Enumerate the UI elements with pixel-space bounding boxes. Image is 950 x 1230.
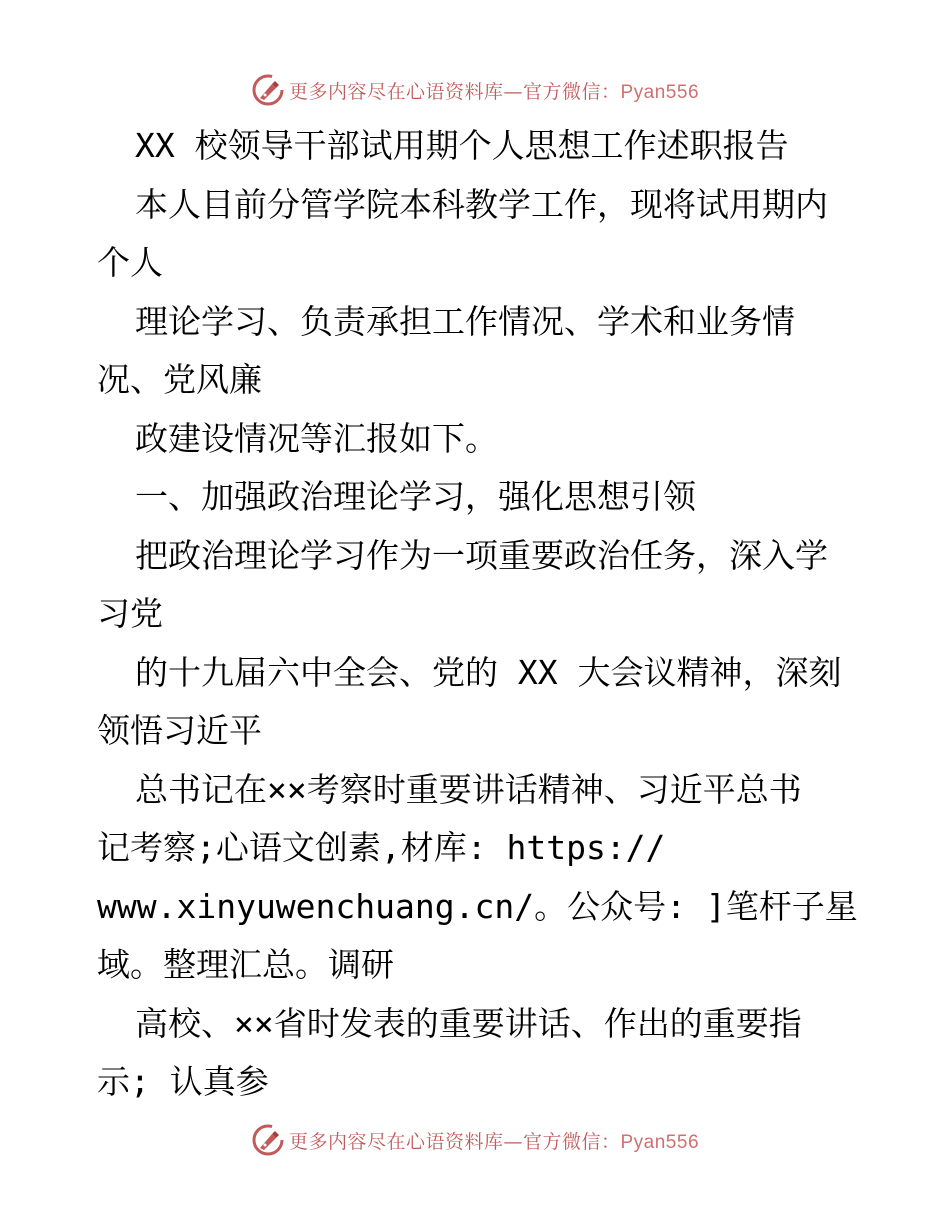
- paragraph-line: 的十九届六中全会、党的 XX 大会议精神，深刻: [135, 652, 842, 692]
- paragraph-line: 域。整理汇总。调研: [97, 945, 394, 984]
- footer-watermark-banner: [0, 1120, 950, 1160]
- paragraph-line: 把政治理论学习作为一项重要政治任务，深入学: [135, 535, 828, 575]
- paragraph-line: 领悟习近平: [97, 711, 262, 750]
- paragraph-line: 高校、××省时发表的重要讲话、作出的重要指: [135, 1003, 802, 1043]
- banner-contact-handle: Pyan556: [620, 1131, 700, 1153]
- paragraph-line: 记考察;心语文创素,材库: https://: [97, 828, 666, 867]
- banner-separator: —: [503, 1130, 523, 1153]
- banner-brand-text: 更多内容尽在心语资料库: [288, 80, 504, 103]
- document-title: XX 校领导干部试用期个人思想工作述职报告: [135, 126, 789, 165]
- paragraph-line: 示; 认真参: [97, 1062, 269, 1101]
- banner-contact-handle: Pyan556: [620, 81, 700, 103]
- pen-nib-logo-icon: [251, 73, 285, 107]
- banner-separator: —: [503, 80, 523, 103]
- header-watermark-banner: [0, 70, 950, 110]
- paragraph-line: www.xinyuwenchuang.cn/。公众号: ]笔杆子星: [97, 886, 858, 926]
- paragraph-line: 政建设情况等汇报如下。: [135, 418, 498, 458]
- document-body: [97, 117, 897, 1112]
- section-heading: 一、加强政治理论学习，强化思想引领: [135, 477, 696, 516]
- paragraph-line: 本人目前分管学院本科教学工作，现将试用期内: [135, 184, 828, 224]
- paragraph-line: 个人: [97, 243, 163, 282]
- paragraph-line: 总书记在××考察时重要讲话精神、习近平总书: [135, 769, 802, 809]
- paragraph-line: 况、党风廉: [97, 360, 262, 399]
- banner-contact-label: 官方微信：: [522, 80, 621, 103]
- banner-brand-text: 更多内容尽在心语资料库: [288, 1130, 504, 1153]
- pen-nib-logo-icon: [251, 1123, 285, 1157]
- banner-contact-label: 官方微信：: [522, 1130, 621, 1153]
- paragraph-line: 习党: [97, 594, 163, 633]
- paragraph-line: 理论学习、负责承担工作情况、学术和业务情: [135, 301, 795, 341]
